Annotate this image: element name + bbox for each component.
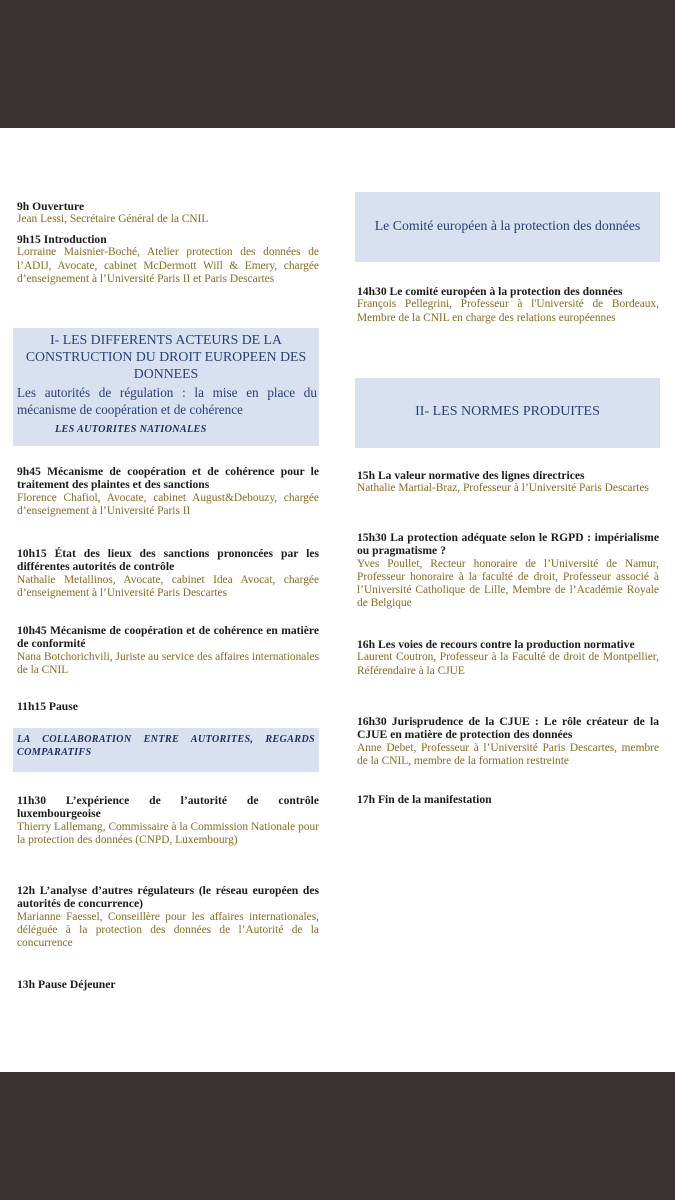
intro-block xyxy=(17,233,319,286)
session-1430 xyxy=(357,285,659,325)
session-1130 xyxy=(17,794,319,847)
session-1130-title: 11h30 L’expérience de l’autorité de contrôle luxembourgeoise xyxy=(17,794,319,821)
session-1430-title: 14h30 Le comité européen à la protection des données xyxy=(357,285,623,298)
end-title: 17h Fin de la manifestation xyxy=(357,793,492,806)
collab-box xyxy=(13,728,319,772)
section1-heading: I- LES DIFFERENTS ACTEURS DE LA CONSTRUCTION DU DROIT EUROPEEN DES DONNEES xyxy=(25,332,307,381)
bottom-dark-bar xyxy=(0,1072,675,1200)
session-1530-title: 15h30 La protection adéquate selon le RGPD : impérialisme ou pragmatisme ? xyxy=(357,531,659,558)
session-1015-title: 10h15 État des lieux des sanctions prononcées par les différentes autorités de contrôle xyxy=(17,547,319,574)
collab-caps: LA COLLABORATION ENTRE AUTORITES, REGARDS COMPARATIFS xyxy=(17,734,315,758)
committee-heading: Le Comité européen à la protection des données xyxy=(374,218,641,233)
committee-box xyxy=(355,192,660,262)
section1-subheading: Les autorités de régulation : la mise en place du mécanisme de coopération et de cohérence xyxy=(17,385,317,418)
section2-box xyxy=(355,378,660,448)
session-1045-speaker: Nana Botchorichvili, Juriste au service des affaires internationales de la CNIL xyxy=(17,650,319,677)
intro-title: 9h15 Introduction xyxy=(17,233,107,246)
intro-speaker: Lorraine Maisnier-Boché, Atelier protection des données de l’ADIJ, Avocate, cabinet McDermott Will & Emery, chargée d’enseignement à l’Université Paris II et Paris Descartes xyxy=(17,246,319,285)
lunch-title: 13h Pause Déjeuner xyxy=(17,978,116,991)
end-block xyxy=(357,793,659,806)
session-1630-speaker: Anne Debet, Professeur à l’Université Paris Descartes, membre de la CNIL, membre de la formation restreinte xyxy=(357,741,659,768)
session-12 xyxy=(17,884,319,950)
pause-title: 11h15 Pause xyxy=(17,700,78,713)
section1-box xyxy=(13,328,319,446)
session-1630 xyxy=(357,715,659,768)
session-16-title: 16h Les voies de recours contre la production normative xyxy=(357,638,635,651)
program-page xyxy=(0,128,675,1072)
opening-title: 9h Ouverture xyxy=(17,200,85,213)
session-16 xyxy=(357,638,659,678)
session-16-speaker: Laurent Coutron, Professeur à la Faculté de droit de Montpellier, Référendaire à la CJUE xyxy=(357,651,659,677)
session-1015 xyxy=(17,547,319,600)
opening-block xyxy=(17,200,319,227)
session-1630-title: 16h30 Jurisprudence de la CJUE : Le rôle créateur de la CJUE en matière de protection des données xyxy=(357,715,659,742)
session-945-speaker: Florence Chafiol, Avocate, cabinet August&Debouzy, chargée d’enseignement à l’Université Paris II xyxy=(17,491,319,518)
session-1045 xyxy=(17,624,319,677)
session-12-title: 12h L’analyse d’autres régulateurs (le réseau européen des autorités de concurrence) xyxy=(17,884,319,911)
session-15-title: 15h La valeur normative des lignes directrices xyxy=(357,469,585,482)
section2-heading: II- LES NORMES PRODUITES xyxy=(415,404,600,419)
session-1130-speaker: Thierry Lallemang, Commissaire à la Commission Nationale pour la protection des données (CNPD, Luxembourg) xyxy=(17,820,319,847)
session-1045-title: 10h45 Mécanisme de coopération et de cohérence en matière de conformité xyxy=(17,624,319,651)
session-945 xyxy=(17,465,319,518)
session-1015-speaker: Nathalie Metallinos, Avocate, cabinet Idea Avocat, chargée d’enseignement à l’Université Paris Descartes xyxy=(17,573,319,600)
session-15-speaker: Nathalie Martial-Braz, Professeur à l’Université Paris Descartes xyxy=(357,482,649,495)
session-1530 xyxy=(357,531,659,611)
lunch-block xyxy=(17,978,319,991)
session-945-title: 9h45 Mécanisme de coopération et de cohérence pour le traitement des plaintes et des sanctions xyxy=(17,465,319,492)
session-1430-speaker: François Pellegrini, Professeur à l'Université de Bordeaux, Membre de la CNIL en charge des relations européennes xyxy=(357,298,659,324)
section1-caps: LES AUTORITES NATIONALES xyxy=(55,423,207,435)
pause-block xyxy=(17,700,319,713)
session-12-speaker: Marianne Faessel, Conseillère pour les affaires internationales, déléguée à la protection des données de l’Autorité de la concurrence xyxy=(17,910,319,950)
session-1530-speaker: Yves Poullet, Recteur honoraire de l’Université de Namur, Professeur honoraire à la faculté de droit, Professeur associé à l’Université Catholique de Lille, Membre de l’Académie Royale de Belgique xyxy=(357,557,659,610)
opening-speaker: Jean Lessi, Secrétaire Général de la CNIL xyxy=(17,213,209,226)
session-15 xyxy=(357,469,659,496)
top-dark-bar xyxy=(0,0,675,128)
